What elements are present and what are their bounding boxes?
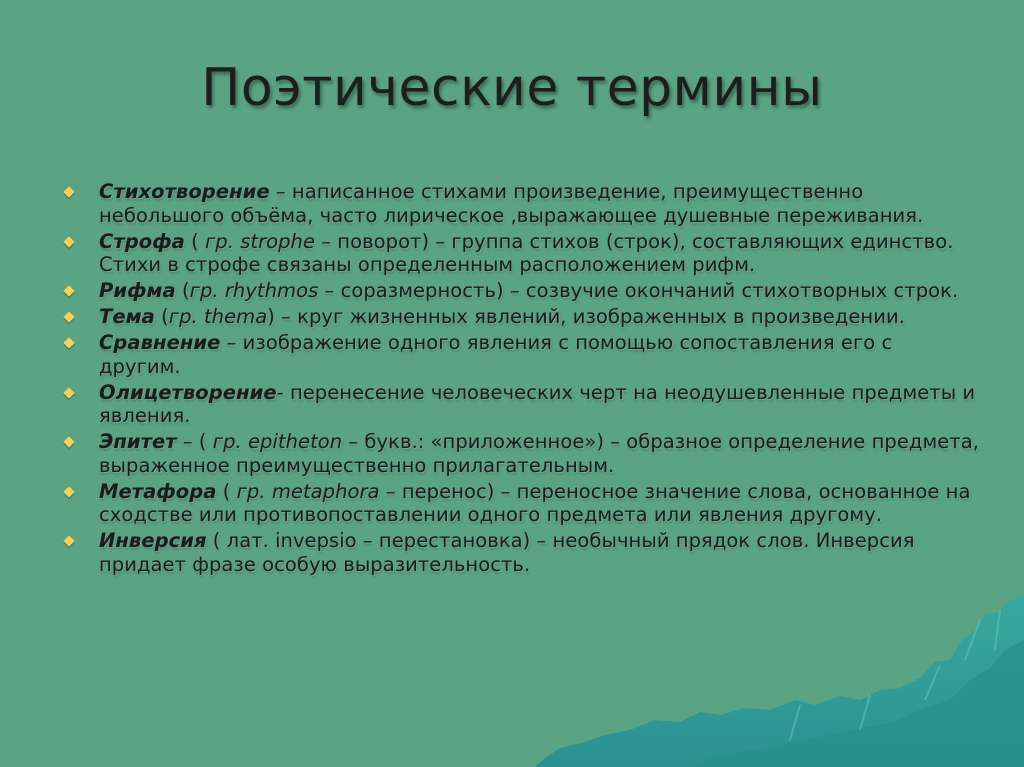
diamond-bullet-icon (63, 236, 74, 247)
term-text: гр. epitheton (212, 430, 343, 453)
term-text: ( лат. invepsio – перестановка) – необычный прядок слов. Инверсия придает фразе особую выразительность. (99, 529, 915, 576)
diamond-bullet-icon (63, 436, 74, 447)
list-item (60, 331, 980, 378)
term-text: – соразмерность) – созвучие окончаний стихотворных строк. (318, 279, 959, 302)
diamond-bullet-icon (63, 387, 74, 398)
term-text: ( (154, 305, 169, 328)
term-text: – ( (176, 430, 213, 453)
term-text: ) – круг жизненных явлений, изображенных в произведении. (267, 305, 905, 328)
list-item (60, 480, 980, 527)
term-text: - перенесение человеческих черт на неодушевленные предметы и явления. (99, 380, 976, 427)
diamond-bullet-icon (63, 311, 74, 322)
term-text: – букв.: «приложенное») – образное определение предмета, выраженное преимущественно прилагательным. (99, 430, 979, 477)
list-item (60, 279, 980, 303)
term-name: Рифма (99, 279, 176, 302)
term-text: ( (184, 229, 205, 253)
diamond-bullet-icon (63, 337, 74, 348)
slide-title: Поэтические термины (201, 58, 823, 118)
list-item (60, 180, 980, 227)
term-text: ( (216, 479, 237, 503)
term-name: Сравнение (99, 331, 221, 354)
terms-list (60, 180, 980, 579)
diamond-bullet-icon (63, 486, 74, 497)
term-text: гр. thema (168, 305, 268, 328)
term-text: ( (175, 279, 190, 302)
term-text: – изображение одного явления с помощью сопоставления его с другим. (99, 331, 893, 378)
diamond-bullet-icon (63, 535, 74, 546)
term-text: гр. metaphora (236, 479, 380, 503)
term-name: Эпитет (99, 430, 177, 453)
term-name: Инверсия (99, 529, 207, 552)
list-item (60, 305, 980, 329)
list-item (60, 529, 980, 576)
term-text: гр. strophe (205, 229, 316, 253)
term-name: Метафора (99, 479, 217, 503)
term-name: Строфа (99, 229, 185, 253)
term-text: гр. rhythmos (189, 279, 319, 302)
diamond-bullet-icon (63, 186, 74, 197)
term-name: Тема (99, 305, 155, 328)
term-name: Олицетворение (99, 380, 277, 404)
diamond-bullet-icon (63, 285, 74, 296)
list-item (60, 230, 980, 277)
term-text: – поворот) – группа стихов (строк), составляющих единство. Стихи в строфе связаны определенным расположением рифм. (99, 229, 954, 276)
term-text: – написанное стихами произведение, преимущественно небольшого объёма, часто лирическое ,выражающее душевные переживания. (99, 180, 924, 227)
term-name: Стихотворение (99, 180, 270, 203)
term-text: – перенос) – переносное значение слова, основанное на сходстве или противопоставлении одного предмета или явления другому. (99, 479, 971, 526)
list-item (60, 430, 980, 477)
list-item (60, 381, 980, 428)
